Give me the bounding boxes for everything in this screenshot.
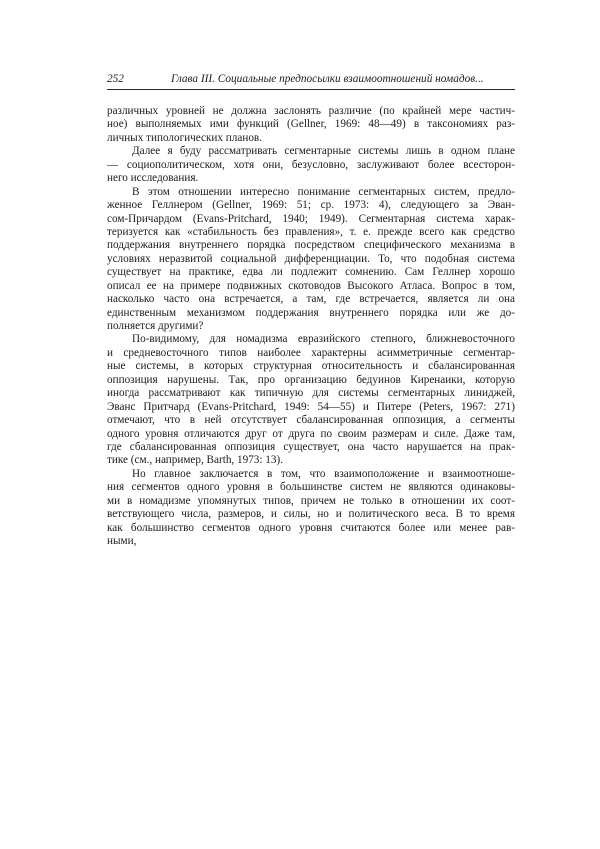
text-line: — социополитическом, хотя они, безусловно, заслуживают более всесторон- — [107, 158, 515, 171]
text-line: Но главное заключается в том, что взаимоположение и взаимоотноше- — [132, 467, 515, 480]
text-line: как большинство сегментов одного уровня считаются более или менее рав- — [107, 521, 515, 534]
text-line: существует на практике, едва ли подлежит сомнению. Сам Геллнер хорошо — [107, 266, 515, 279]
text-line: оппозиция нарушены. Так, про организацию бедуинов Киренаики, которую — [107, 373, 515, 386]
text-line: теризуется как «стабильность без правления», т. е. прежде всего как средство — [107, 225, 515, 238]
text-line: Эванс Притчард (Evans-Pritchard, 1949: 54—55) и Питере (Peters, 1967: 271) — [107, 400, 515, 413]
text-line: описал ее на примере подвижных скотоводов Высокого Атласа. Вопрос в том, — [107, 279, 515, 292]
running-header — [107, 72, 515, 86]
text-line: иногда рассматривают как типичную для системы сегментарных линиджей, — [107, 387, 515, 400]
text-line: и средневосточного типов наиболее характерны асимметричные сегментар- — [107, 346, 515, 359]
body-text — [107, 105, 515, 548]
text-line: сом-Причардом (Evans-Pritchard, 1940; 1949). Сегментарная система харак- — [107, 212, 515, 225]
text-line: поддержания внутреннего порядка посредством специфического механизма в — [107, 239, 515, 252]
text-line: отмечают, что в ней отсутствует сбалансированная оппозиция, а сегменты — [107, 414, 515, 427]
header-rule — [107, 89, 515, 90]
text-line: условиях неразвитой социальной дифференциации. То, что подобная система — [107, 252, 515, 265]
text-line: него исследования. — [107, 172, 199, 185]
text-line: ное) выполняемых ими функций (Gellner, 1969: 48—49) в таксономиях раз- — [107, 118, 515, 131]
running-title: Глава III. Социальные предпосылки взаимоотношений номадов... — [171, 73, 484, 85]
text-line: ветствующего числа, размеров, и силы, но и политического веса. В то время — [107, 508, 515, 521]
text-line: насколько часто она встречается, а там, где встречается, является ли она — [107, 293, 515, 306]
text-line: различных уровней не должна заслонять различие (по крайней мере частич- — [107, 105, 515, 117]
text-line: По-видимому, для номадизма евразийского степного, ближневосточного — [132, 333, 515, 346]
page-number: 252 — [107, 73, 124, 85]
text-line: тике (см., например, Barth, 1973: 13). — [107, 454, 284, 467]
text-line: где сбалансированная оппозиция существует, она часто нарушается на прак- — [107, 440, 515, 453]
text-line: ния сегментов одного уровня в большинстве систем не являются одинаковы- — [107, 481, 515, 494]
text-line: личных типологических планов. — [107, 131, 262, 144]
text-line: ные системы, в которых структурная относительность и сбалансированная — [107, 360, 515, 373]
text-line: ными, — [107, 535, 137, 547]
text-line: единственным механизмом поддержания внутреннего порядка или же до- — [107, 306, 515, 319]
text-line: ми в номадизме упомянутых типов, причем не только в отношении их соот- — [107, 494, 515, 507]
text-line: женное Геллнером (Gellner, 1969: 51; ср. 1973: 4), следующего за Эван- — [107, 199, 515, 212]
text-line: Далее я буду рассматривать сегментарные системы лишь в одном плане — [132, 145, 515, 158]
text-line: одного уровня отличаются друг от друга по своим размерам и силе. Даже там, — [107, 427, 515, 440]
text-line: полняется другими? — [107, 320, 204, 332]
text-line: В этом отношении интересно понимание сегментарных систем, предло- — [132, 185, 515, 198]
